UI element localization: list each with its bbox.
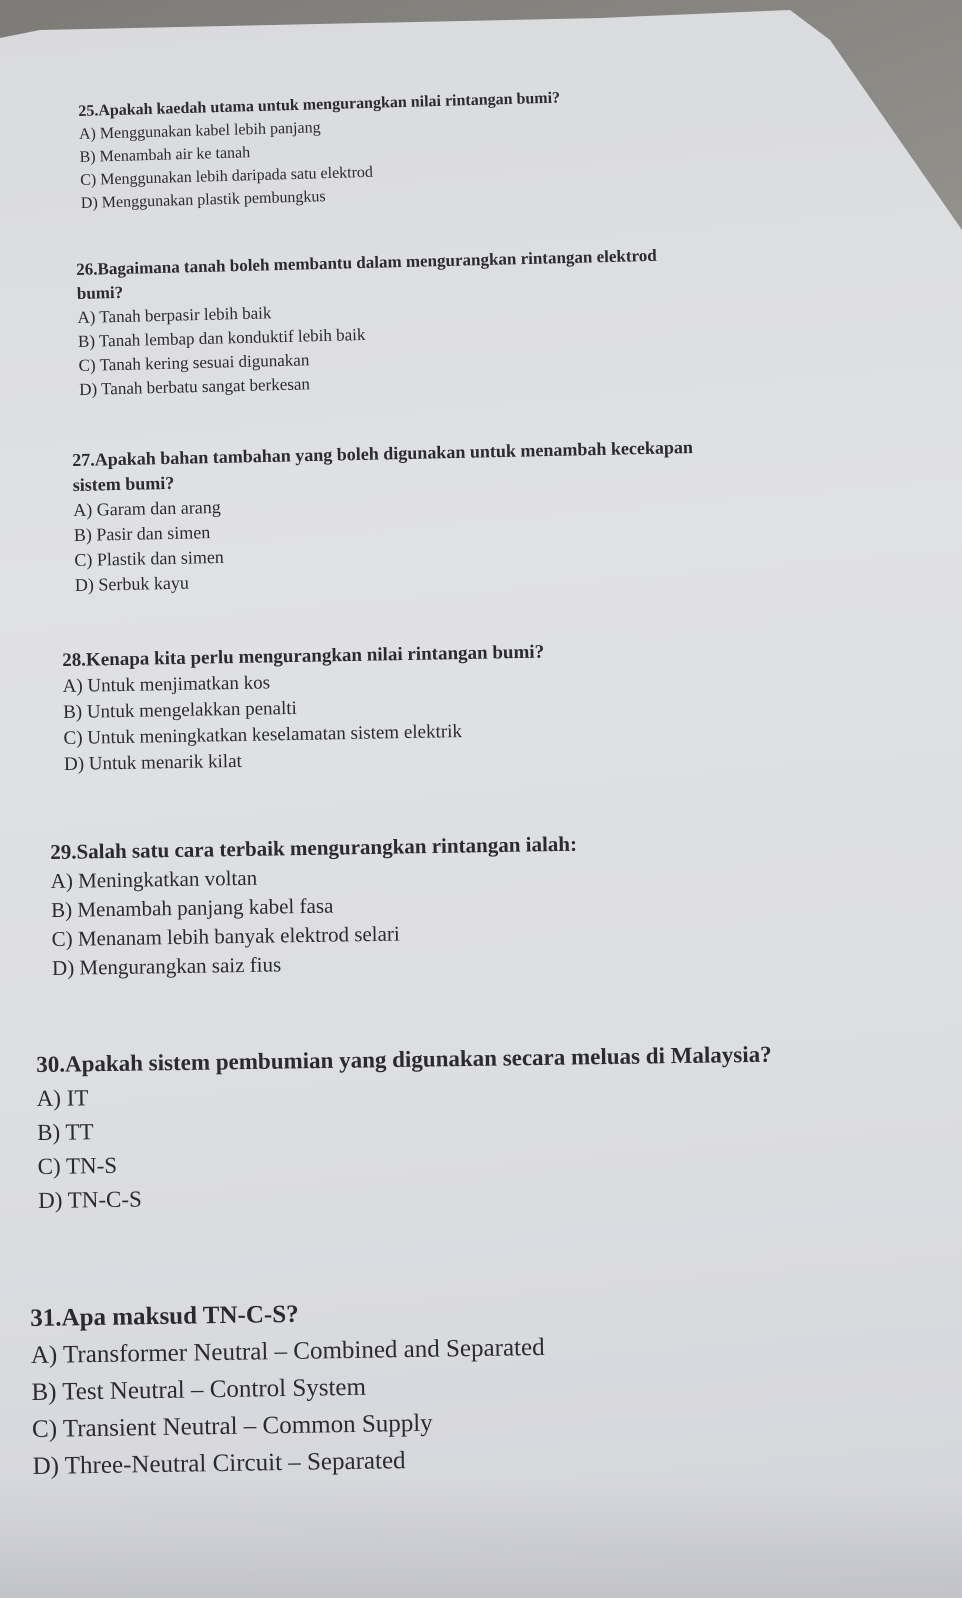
question-27-title: 27.Apakah bahan tambahan yang boleh digunakan untuk menambah kecekapan: [72, 437, 694, 470]
question-26-option-b: B) Tanah lembap dan konduktif lebih baik: [77, 324, 366, 351]
question-27: [72, 435, 696, 598]
question-31-option-d: D) Three-Neutral Circuit – Separated: [32, 1447, 406, 1480]
question-31: [30, 1292, 547, 1485]
question-29-option-d: D) Mengurangkan saiz fius: [51, 952, 282, 980]
question-29-title: 29.Salah satu cara terbaik mengurangkan rintangan ialah:: [50, 831, 578, 864]
question-25: [78, 87, 563, 215]
question-30-option-a: A) IT: [36, 1085, 89, 1111]
question-30: [36, 1038, 774, 1218]
question-27-title-cont: sistem bumi?: [72, 472, 175, 495]
question-25-option-b: B) Menambah air ke tanah: [79, 144, 251, 166]
question-29-option-c: C) Menanam lebih banyak elektrod selari: [51, 921, 400, 951]
question-29: [50, 830, 579, 983]
question-31-option-a: A) Transformer Neutral – Combined and Separated: [30, 1333, 545, 1369]
question-26-title-cont: bumi?: [76, 282, 124, 303]
question-25-option-c: C) Menggunakan lebih daripada satu elektrod: [80, 163, 374, 189]
question-30-title: 30.Apakah sistem pembumian yang digunakan secara meluas di Malaysia?: [36, 1041, 772, 1077]
question-26-option-a: A) Tanah berpasir lebih baik: [77, 303, 272, 327]
question-29-option-b: B) Menambah panjang kabel fasa: [50, 893, 334, 922]
question-30-option-b: B) TT: [37, 1119, 94, 1145]
question-28-option-a: A) Untuk menjimatkan kos: [62, 672, 271, 697]
question-31-option-c: C) Transient Neutral – Common Supply: [31, 1409, 433, 1443]
question-27-option-d: D) Serbuk kayu: [74, 572, 190, 595]
question-28: [62, 640, 546, 778]
question-28-option-d: D) Untuk menarik kilat: [63, 750, 243, 775]
question-26: [76, 244, 660, 402]
question-30-option-c: C) TN-S: [37, 1152, 118, 1179]
question-28-option-c: C) Untuk meningkatkan keselamatan sistem elektrik: [63, 721, 463, 749]
question-25-title: 25.Apakah kaedah utama untuk mengurangkan nilai rintangan bumi?: [78, 89, 561, 120]
question-31-option-b: B) Test Neutral – Control System: [31, 1373, 367, 1406]
question-26-option-c: C) Tanah kering sesuai digunakan: [78, 350, 310, 375]
question-27-option-b: B) Pasir dan simen: [73, 522, 211, 545]
question-27-option-c: C) Plastik dan simen: [74, 546, 225, 570]
question-26-title: 26.Bagaimana tanah boleh membantu dalam mengurangkan rintangan elektrod: [76, 245, 657, 279]
question-25-option-d: D) Menggunakan plastik pembungkus: [80, 188, 326, 212]
question-29-option-a: A) Meningkatkan voltan: [50, 865, 258, 893]
question-30-option-d: D) TN-C-S: [37, 1186, 143, 1213]
question-26-option-d: D) Tanah berbatu sangat berkesan: [78, 374, 311, 399]
question-28-title: 28.Kenapa kita perlu mengurangkan nilai rintangan bumi?: [62, 641, 545, 671]
question-31-title: 31.Apa maksud TN-C-S?: [30, 1300, 299, 1332]
question-25-option-a: A) Menggunakan kabel lebih panjang: [78, 119, 321, 143]
question-28-option-b: B) Untuk mengelakkan penalti: [62, 697, 298, 723]
question-27-option-a: A) Garam dan arang: [73, 496, 221, 520]
